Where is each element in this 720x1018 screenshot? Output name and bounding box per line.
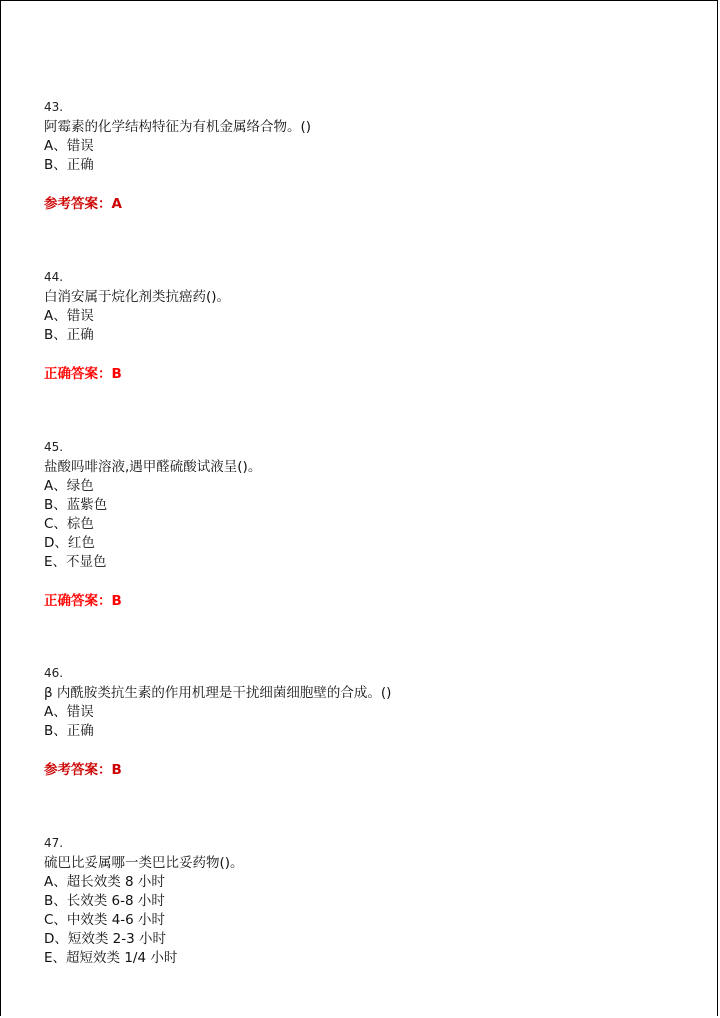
- question-stem: 白消安属于烷化剂类抗癌药()。: [44, 289, 231, 305]
- question-number: 44.: [44, 270, 64, 284]
- answer-label: 正确答案：B: [44, 366, 122, 382]
- answer-label: 参考答案：A: [44, 196, 122, 212]
- answer-label: 正确答案：B: [44, 593, 122, 609]
- question-number: 47.: [44, 836, 64, 850]
- question-45: [44, 440, 684, 611]
- question-number: 43.: [44, 100, 64, 114]
- question-number: 46.: [44, 666, 64, 680]
- question-number: 45.: [44, 440, 64, 454]
- option-b: B、蓝紫色: [44, 497, 108, 513]
- option-c: C、中效类 4-6 小时: [44, 912, 166, 928]
- option-a: A、绿色: [44, 478, 94, 494]
- option-a: A、错误: [44, 704, 94, 720]
- option-a: A、错误: [44, 138, 94, 154]
- question-stem: 阿霉素的化学结构特征为有机金属络合物。(): [44, 119, 312, 135]
- question-stem: 盐酸吗啡溶液,遇甲醛硫酸试液呈()。: [44, 459, 262, 475]
- option-a: A、错误: [44, 308, 94, 324]
- option-b: B、正确: [44, 157, 94, 173]
- question-43: [44, 100, 684, 214]
- question-46: [44, 666, 684, 780]
- question-44: [44, 270, 684, 384]
- option-c: C、棕色: [44, 516, 94, 532]
- option-b: B、长效类 6-8 小时: [44, 893, 165, 909]
- option-b: B、正确: [44, 327, 94, 343]
- answer-label: 参考答案：B: [44, 762, 122, 778]
- question-stem: 硫巴比妥属哪一类巴比妥药物()。: [44, 855, 244, 871]
- option-a: A、超长效类 8 小时: [44, 874, 165, 890]
- option-d: D、红色: [44, 535, 95, 551]
- option-e: E、不显色: [44, 554, 107, 570]
- question-stem: β 内酰胺类抗生素的作用机理是干扰细菌细胞壁的合成。(): [44, 685, 392, 701]
- option-b: B、正确: [44, 723, 94, 739]
- question-47: [44, 836, 684, 968]
- option-d: D、短效类 2-3 小时: [44, 931, 167, 947]
- option-e: E、超短效类 1/4 小时: [44, 950, 178, 966]
